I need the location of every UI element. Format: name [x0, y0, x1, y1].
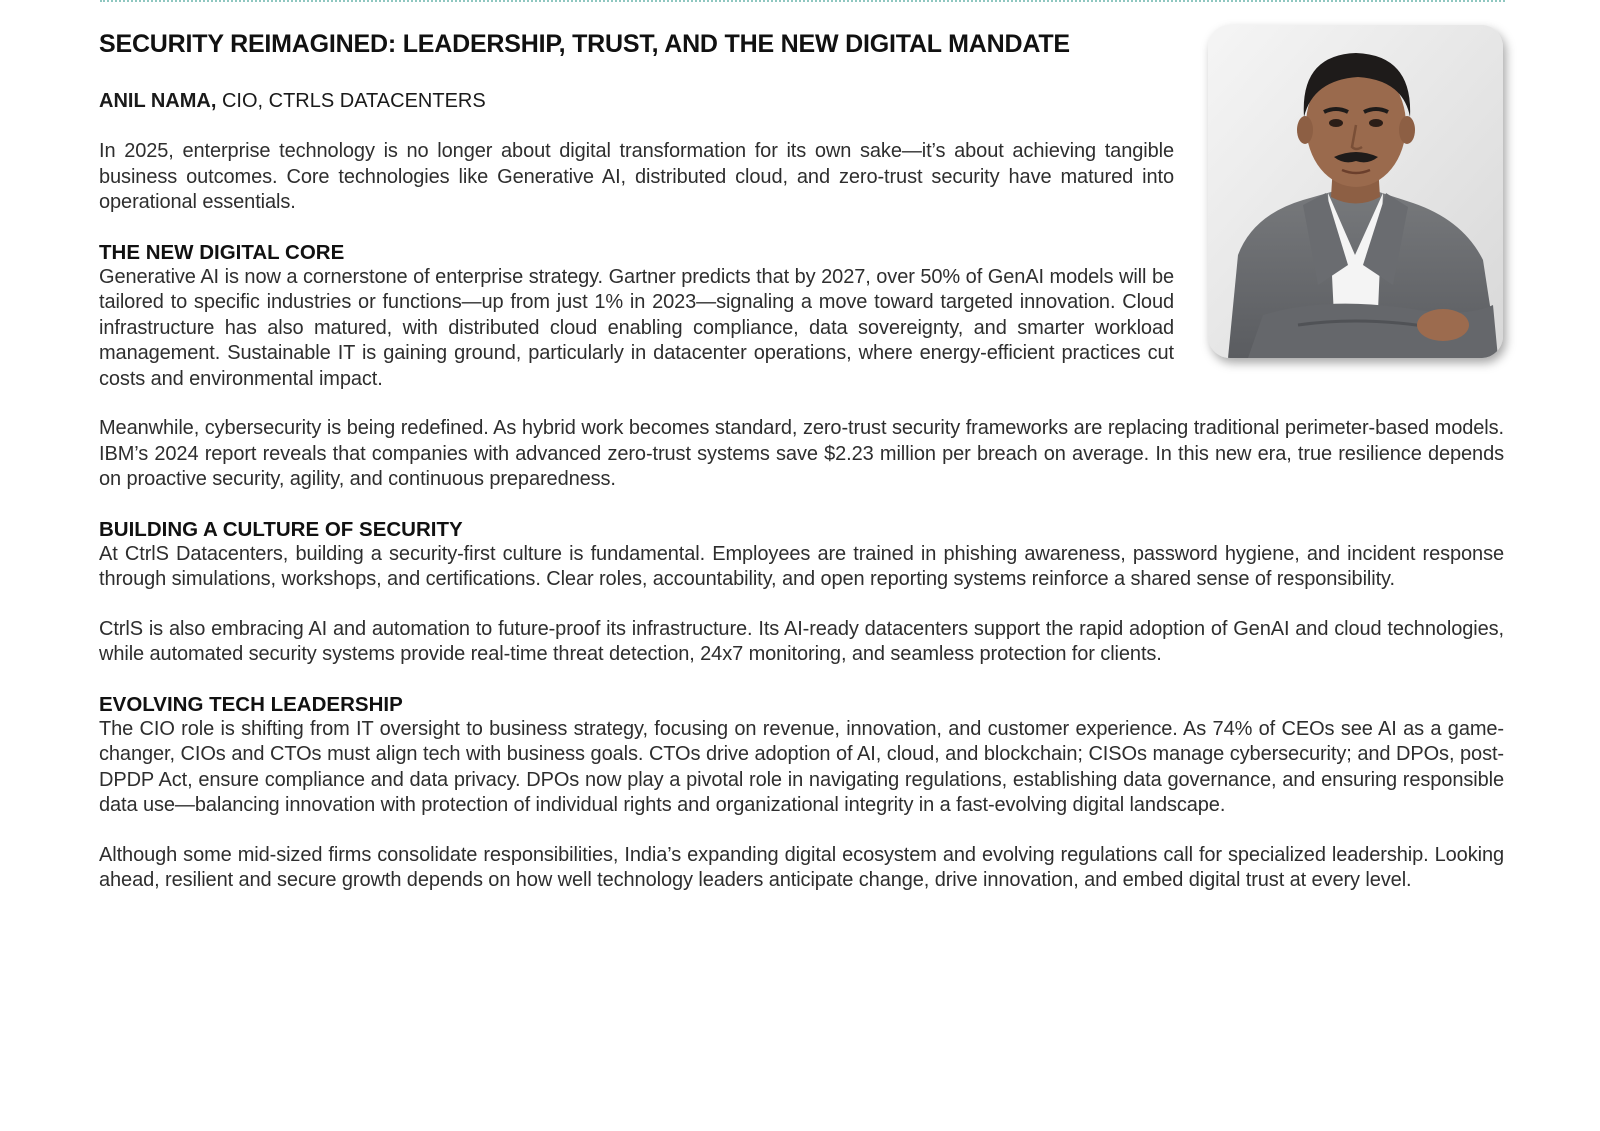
paragraph-digital-core-1: Generative AI is now a cornerstone of enterprise strategy. Gartner predicts that by 2027, over 50% of GenAI models will be tailored to specific industries or functions—up from just 1% in 2023—signaling a move toward targeted innovation. Cloud infrastructure has also matured, with distributed cloud enabling compliance, data sovereignty, and smarter workload management. Sustainable IT is gaining ground, particularly in datacenter operations, where energy-efficient practices cut costs and environmental impact. [99, 265, 1174, 390]
author-byline [99, 87, 1504, 115]
paragraph-leadership-1: The CIO role is shifting from IT oversight to business strategy, focusing on revenue, innovation, and customer experience. As 74% of CEOs see AI as a game-changer, CIOs and CTOs must align tech with business goals. CTOs drive adoption of AI, cloud, and blockchain; CISOs manage cybersecurity; and DPOs, post-DPDP Act, ensure compliance and data privacy. DPOs now play a pivotal role in navigating regulations, establishing data governance, and ensuring responsible data use—balancing innovation with protection of individual rights and organizational integrity in a fast-evolving digital landscape. [99, 717, 1504, 816]
top-dotted-rule [100, 0, 1505, 2]
author-name: ANIL NAMA, [99, 90, 217, 112]
section-heading-culture-of-security: BUILDING A CULTURE OF SECURITY [99, 517, 463, 541]
article-headline: SECURITY REIMAGINED: LEADERSHIP, TRUST, AND THE NEW DIGITAL MANDATE [99, 30, 1070, 58]
section-heading-tech-leadership: EVOLVING TECH LEADERSHIP [99, 692, 403, 716]
author-title: CIO, CTRLS DATACENTERS [221, 90, 486, 112]
article [99, 22, 1504, 894]
paragraph-culture-1: At CtrlS Datacenters, building a security-first culture is fundamental. Employees are trained in phishing awareness, password hygiene, and incident response through simulations, workshops, and certifications. Clear roles, accountability, and open reporting systems reinforce a shared sense of responsibility. [99, 542, 1504, 590]
paragraph-culture-2: CtrlS is also embracing AI and automation to future-proof its infrastructure. Its AI-ready datacenters support the rapid adoption of GenAI and cloud technologies, while automated security systems provide real-time threat detection, 24x7 monitoring, and seamless protection for clients. [99, 617, 1504, 665]
paragraph-digital-core-2: Meanwhile, cybersecurity is being redefined. As hybrid work becomes standard, zero-trust security frameworks are replacing traditional perimeter-based models. IBM’s 2024 report reveals that companies with advanced zero-trust systems save $2.23 million per breach on average. In this new era, true resilience depends on proactive security, agility, and continuous preparedness. [99, 417, 1504, 490]
section-heading-digital-core: THE NEW DIGITAL CORE [99, 240, 345, 264]
intro-paragraph: In 2025, enterprise technology is no longer about digital transformation for its own sake—it’s about achieving tangible business outcomes. Core technologies like Generative AI, distributed cloud, and zero-trust security have matured into operational essentials. [99, 140, 1174, 213]
paragraph-leadership-2: Although some mid-sized firms consolidate responsibilities, India’s expanding digital ecosystem and evolving regulations call for specialized leadership. Looking ahead, resilient and secure growth depends on how well technology leaders anticipate change, drive innovation, and embed digital trust at every level. [99, 843, 1504, 891]
